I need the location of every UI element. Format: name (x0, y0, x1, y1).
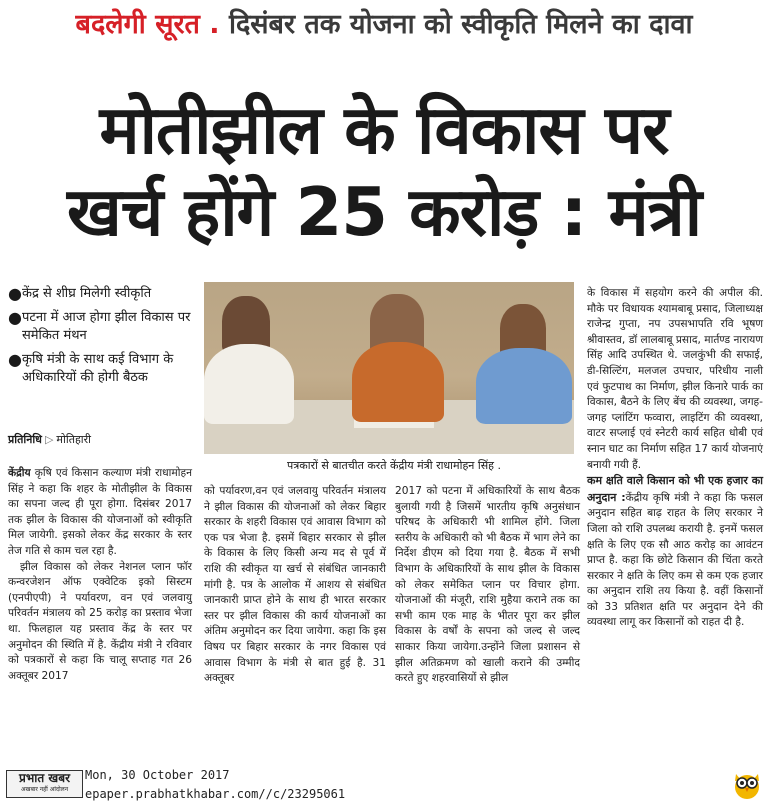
epaper-url: epaper.prabhatkhabar.com//c/23295061 (85, 787, 346, 801)
photo-caption: पत्रकारों से बातचीत करते केंद्रीय मंत्री राधामोहन सिंह . (286, 459, 502, 472)
article-paragraph: केंद्रीय कृषि मंत्री ने कहा कि फसल अनुदान सहित बाढ़ राहत के लिए सरकार ने जिला को राशि उपलब्ध करायी है. इनमें फसल क्षति के लिए एक सौ आठ करोड़ का आवंटन प्राप्त है. कहा कि छोटे किसान की चिंता करते सरकार ने क्षति के लिए कम से कम एक हजार का अनुदान राशि तय किया है. वहीं किसानों को 33 प्रतिशत क्षति पर अनुदान देने की व्यवस्था लागू कर किसानों को राहत दी है. (587, 491, 763, 629)
article-paragraph: को पर्यावरण,वन एवं जलवायु परिवर्तन मंत्रालय ने झील विकास की योजनाओं को लेकर बिहार सरकार के शहरी विकास एवं आवास विभाग को एक पत्र भेजा है. इसमें बिहार सरकार से झील के विकास के लिए किसी अन्य मद से पूर्व में राशि की स्वीकृत या खर्च से संबंधित जानकारी मांगी है. पत्र के आलोक में आशय से संबंधित जानकारी प्राप्त होने के साथ ही भारत सरकार स्तर पर झील विकास की कार्य योजनाओं का अंतिम अनुमोदन कर दिया जायेगा. कहा कि इस विषय पर बिहार सरकार के नगर विकास एवं आवास विभाग के मंत्री से बात हुई है. 31 अक्तूबर (204, 485, 386, 685)
article-paragraph: के विकास में सहयोग करने की अपील की. मौके पर विधायक श्यामबाबू प्रसाद, जिलाध्यक्ष राजेन्द्र गुप्ता, नप उपसभापति रवि भूषण श्रीवास्तव, डॉ लालबाबू प्रसाद, मार्तण्ड नारायण सिंह आदि उपस्थित थे. जलकुंभी की सफाई, डी-सिल्टिंग, मलजल उपचार, परिधीय नाली एवं फुटपाथ का निर्माण, झील किनारे पार्क का विकास, बैठने के लिए बेंच की व्यवस्था, जगह-जगह प्लांटिंग फव्वारा, लाइटिंग की व्यवस्था, वाटर सप्लाई एवं स्नेटरी कार्य सहित धोबी एवं स्नान घाट का निर्माण सहित 17 कार्य योजनाएं बनायी गयी हैं. (587, 287, 764, 471)
article-column-3 (395, 484, 580, 687)
highlight-item: ● कृषि मंत्री के साथ कई विभाग के अधिकारियों की होगी बैठक (8, 350, 174, 385)
owl-icon (732, 768, 762, 800)
bullet-icon: ● (8, 350, 22, 369)
kicker-dot: . (209, 9, 220, 40)
logo-tagline: अखबार नहीं आंदोलन (20, 786, 69, 793)
bullet-icon: ● (8, 284, 22, 303)
edition-date: Mon, 30 October 2017 (85, 768, 230, 782)
byline-label: प्रतिनिधि (8, 433, 42, 446)
byline (8, 432, 91, 447)
photo-person-body (476, 348, 572, 424)
kicker-text: दिसंबर तक योजना को स्वीकृति मिलने का दावा (228, 9, 693, 40)
photo-person-body (204, 344, 294, 424)
article-paragraph: कृषि एवं किसान कल्याण मंत्री राधामोहन सिंह ने कहा कि शहर के मोतीझील के विकास का सपना जल्द ही पूरा होगा. दिसंबर 2017 तक झील के विकास की योजनाओं को स्वीकृति मिल जायेगी. इसको लेकर केंद्र सरकार के स्तर तेज गति से काम चल रहा है. (8, 467, 192, 557)
article-column-1 (8, 466, 192, 684)
highlights-list (8, 285, 198, 393)
byline-separator-icon: ▷ (44, 433, 54, 446)
kicker-lead: बदलेगी सूरत (75, 9, 200, 40)
news-photo (204, 282, 574, 454)
bullet-icon: ● (8, 308, 22, 327)
highlight-item: ● पटना में आज होगा झील विकास पर समेकित मंथन (8, 308, 191, 343)
kicker (0, 8, 768, 42)
article-paragraph: झील विकास को लेकर नेशनल प्लान फॉर कन्वरजेशन ऑफ एक्वेटिक इको सिस्टम (एनपीएपी) ने पर्यावरण, वन एवं जलवायु परिवर्तन मंत्रालय को 25 करोड़ का प्रस्ताव भेजा था. फिलहाल यह प्रस्ताव केंद्र के स्तर पर अनुमोदन की स्थिति में है. केंद्रीय मंत्री ने रविवार को पत्रकारों से कहा कि चालू सप्ताह गत 26 अक्तूबर 2017 (8, 560, 192, 682)
article-column-2 (204, 484, 386, 687)
article-column-4 (587, 286, 763, 631)
headline-line-2: खर्च होंगे 25 करोड़ : मंत्री (66, 173, 702, 251)
newspaper-logo (6, 770, 83, 798)
highlight-item: ● केंद्र से शीघ्र मिलेगी स्वीकृति (8, 284, 152, 303)
article-subhead: कम क्षति वाले किसान को भी एक हजार का अनुदान : (587, 474, 763, 504)
byline-place: मोतिहारी (56, 433, 92, 446)
logo-text: प्रभात खबर (19, 771, 70, 785)
article-paragraph: 2017 को पटना में अधिकारियों के साथ बैठक बुलायी गयी है जिसमें भारतीय कृषि अनुसंधान परिषद के अधिकारी भी शामिल होंगे. जिला स्तरीय के अधिकारी को भी बैठक में भाग लेने का निर्देश डीएम को दिया गया है. बैठक में सभी विभाग के अधिकारियों के साथ झील के विकास को लेकर समेकित प्लान पर विचार होगा. योजनाओं की मंजूरी, राशि मुहैया कराने तक का सभी काम एक माह के भीतर पूरा कर झील विकास के वर्षों के सपना को जल्द से जल्द साकार किया जायेगा.उन्होंने जिला प्रशासन से झील अतिक्रमण को खाली कराने की उम्मीद करते हुए शहरवासियों से झील (395, 485, 580, 685)
article-lead-word: केंद्रीय (8, 467, 31, 479)
photo-person-body (352, 342, 444, 422)
headline-line-1: मोतीझील के विकास पर (99, 91, 669, 169)
